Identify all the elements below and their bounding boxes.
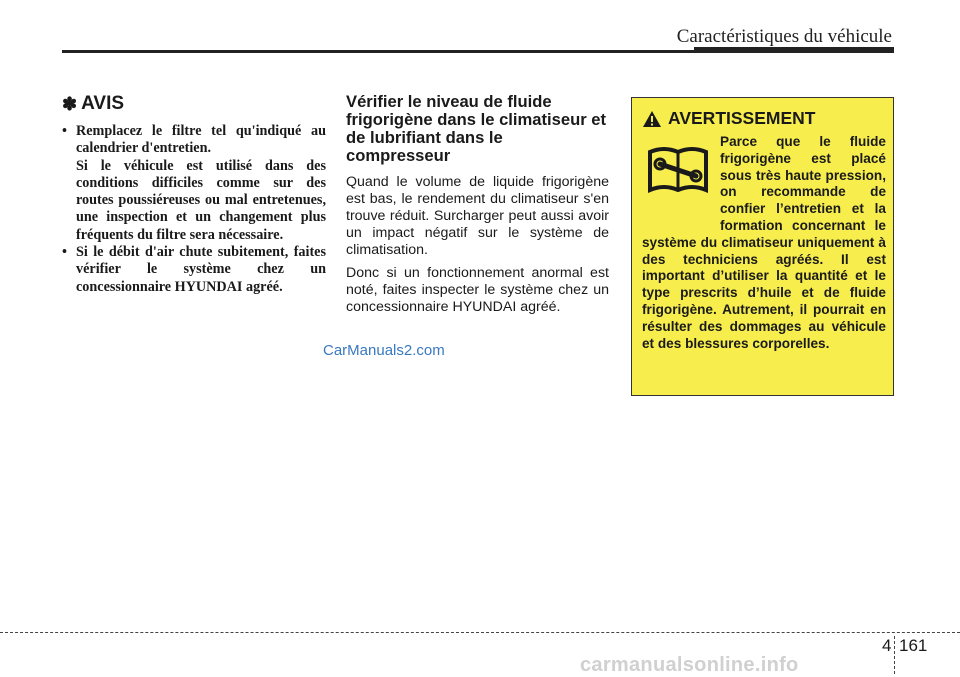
chapter-number: 4 xyxy=(882,636,892,655)
footer-rule xyxy=(0,632,960,633)
watermark-inline: CarManuals2.com xyxy=(323,342,445,359)
bullet: • xyxy=(62,123,67,139)
section-paragraph: Donc si un fonctionnement anormal est noté, faites inspecter le système chez un concessionnaire HYUNDAI agréé. xyxy=(346,265,609,315)
avis-note xyxy=(62,93,326,296)
watermark-footer: carmanualsonline.info xyxy=(580,654,799,676)
avis-heading-text: AVIS xyxy=(81,93,125,114)
page-separator xyxy=(894,636,895,674)
header-rule-accent xyxy=(694,47,894,53)
avis-heading xyxy=(62,93,326,115)
section-paragraph: Quand le volume de liquide frigorigène est bas, le rendement du climatiseur s'en trouve réduit. Surcharger peut aussi avoir un impact négatif sur le système de climatisation. xyxy=(346,174,609,258)
warning-triangle-icon xyxy=(642,110,662,128)
warning-text xyxy=(642,134,886,352)
avis-item xyxy=(62,123,326,244)
page-number: 161 xyxy=(899,636,928,655)
avis-symbol-icon: ✽ xyxy=(62,93,78,114)
avis-item-line: Si le débit d'air chute subitement, faites vérifier le système chez un concessionnaire HYUNDAI agréé. xyxy=(76,244,326,295)
icon-spacer xyxy=(642,134,720,218)
bullet: • xyxy=(62,244,67,261)
warning-title-text: AVERTISSEMENT xyxy=(668,108,816,128)
running-header: Caractéristiques du véhicule xyxy=(676,26,892,47)
avis-item-line: Si le véhicule est utilisé dans des conditions difficiles comme sur des routes poussiéreuses ou mal entretenues, une inspection et un changement plus fréquents du filtre sera nécessaire. xyxy=(76,157,326,243)
refrigerant-section xyxy=(346,93,609,322)
warning-box xyxy=(631,97,894,396)
warning-body: Parce que le fluide frigorigène est placé sous très haute pression, on recommande de confier l’entretien et la formation concernant le système du climatiseur uniquement à des techniciens agréés. Il est important d’utiliser la quantité et le type prescrits d’huile et de fluide frigorigène. Autrement, il pourrait en résulter des dommages au véhicule et des blessures corporelles. xyxy=(642,134,886,351)
avis-item-line: Remplacez le filtre tel qu'indiqué au calendrier d'entretien. xyxy=(76,123,326,157)
warning-title xyxy=(642,108,815,129)
section-title: Vérifier le niveau de fluide frigorigène dans le climatiseur et de lubrifiant dans le compresseur xyxy=(346,92,607,165)
avis-list xyxy=(62,123,326,296)
avis-item xyxy=(62,244,326,296)
